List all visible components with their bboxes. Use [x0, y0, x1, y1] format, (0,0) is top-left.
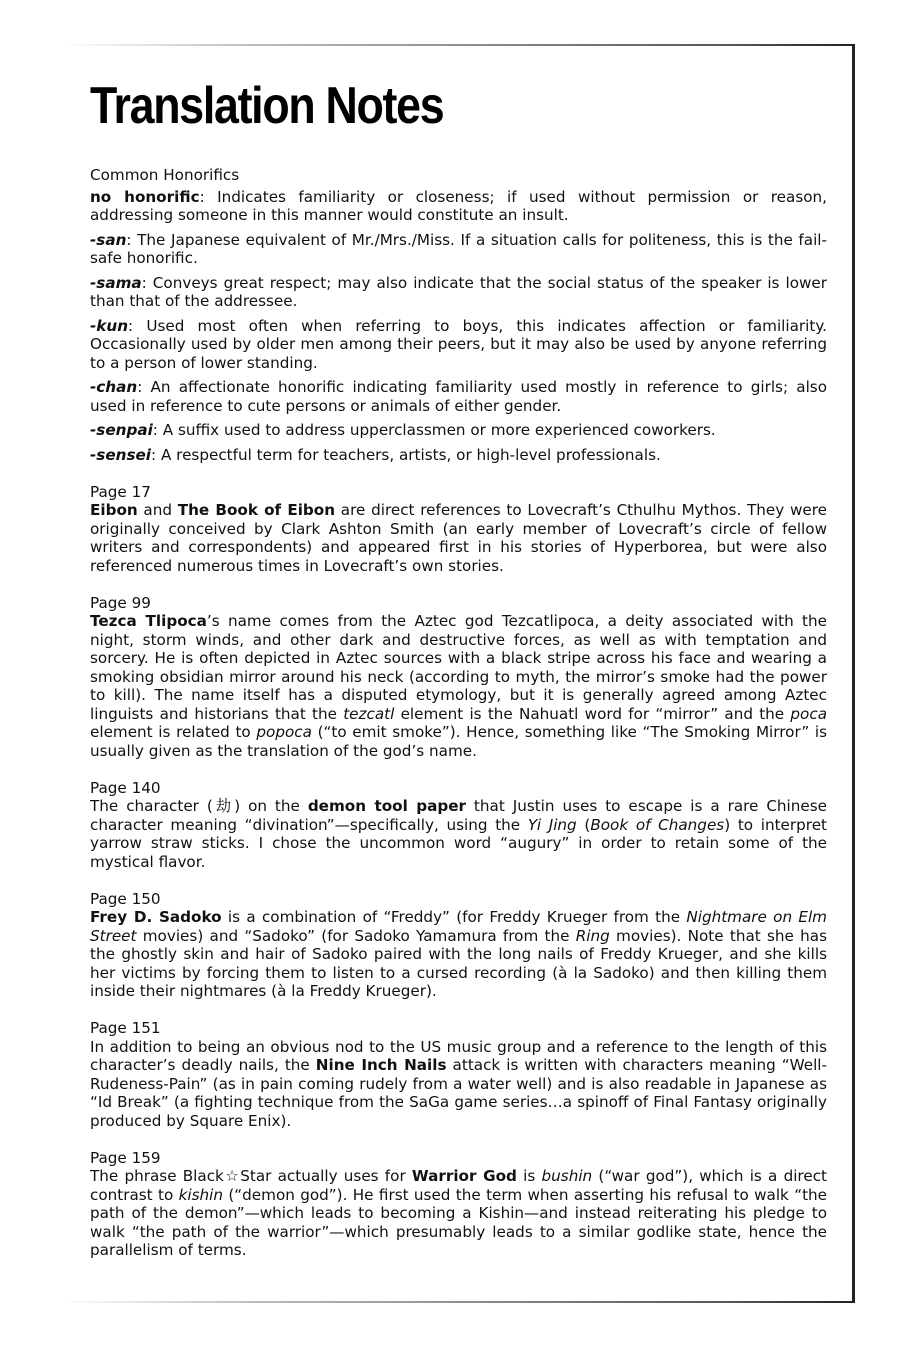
honorific-entry	[90, 231, 827, 268]
honorific-term: -sensei	[90, 445, 152, 464]
page-note	[90, 890, 827, 1001]
honorific-definition: : The Japanese equivalent of Mr./Mrs./Miss. If a situation calls for politeness, this is the fail-safe honorific.	[90, 230, 827, 267]
honorific-definition: : An affectionate honorific indicating familiarity used mostly in reference to girls; also used in reference to cute persons or animals of either gender.	[90, 378, 827, 415]
honorific-term: -sama	[90, 273, 142, 292]
page-note	[90, 1019, 827, 1130]
italic-term: Nightmare on Elm Street	[90, 908, 827, 945]
honorifics-list	[90, 188, 827, 465]
note-fragment: (	[576, 815, 591, 834]
page-note	[90, 594, 827, 761]
note-fragment: element is related to	[90, 723, 257, 741]
note-fragment: is a combination of “Freddy” (for Freddy Krueger from the	[221, 908, 687, 926]
note-fragment: In addition to being an obvious nod to the US music group and a reference to the length of this character’s deadly nails, the	[90, 1037, 827, 1074]
page-number-label: Page 151	[90, 1019, 161, 1037]
note-text	[90, 797, 827, 871]
page-number-label: Page 150	[90, 889, 161, 908]
note-fragment: (“to emit smoke”). Hence, something like “The Smoking Mirror” is usually given as the translation of the god’s name.	[90, 723, 827, 760]
translation-notes-content	[90, 77, 828, 1278]
italic-term: bushin	[541, 1167, 593, 1185]
honorific-definition: : Used most often when referring to boys, this indicates affection or familiarity. Occasionally used by older men among their peers, but it may also be used by anyone referring to a person of lower standing.	[90, 316, 827, 372]
bold-term: demon tool paper	[307, 797, 466, 815]
note-text	[90, 908, 827, 1001]
page-number-label: Page 140	[90, 778, 161, 797]
honorific-definition: : Conveys great respect; may also indicate that the social status of the speaker is lower than that of the addressee.	[90, 273, 827, 310]
note-text	[90, 1038, 827, 1131]
note-fragment: ’s name comes from the Aztec god Tezcatlipoca, a deity associated with the night, storm winds, and other dark and destructive forces, as well as with temptation and sorcery. He is often depicted in Aztec sources with a black stripe across his face and wearing a smoking obsidian mirror around his neck (according to myth, the mirror’s smoke had the power to kill). The name itself has a disputed etymology, but it is generally agreed among Aztec linguists and historians that the	[90, 612, 827, 723]
note-text	[90, 1167, 827, 1260]
page-note	[90, 483, 827, 576]
note-fragment: The phrase Black☆Star actually uses for	[90, 1167, 412, 1185]
honorific-entry	[90, 274, 827, 311]
note-fragment: ) to interpret yarrow straw sticks. I chose the uncommon word “augury” in order to retain some of the mystical flavor.	[90, 815, 827, 871]
italic-term: popoca	[256, 723, 312, 741]
page-note	[90, 779, 827, 872]
honorific-definition: : Indicates familiarity or closeness; if used without permission or reason, addressing someone in this manner would constitute an insult.	[90, 187, 827, 224]
frame-top-rule	[60, 44, 855, 46]
honorific-term: -san	[90, 230, 127, 249]
note-fragment: (“war god”), which is a direct contrast to	[90, 1167, 827, 1204]
page-notes-list	[90, 483, 827, 1260]
honorific-definition: : A suffix used to address upperclassmen or more experienced coworkers.	[152, 421, 716, 439]
italic-term: poca	[790, 704, 827, 723]
italic-term: Yi Jing	[527, 815, 577, 834]
note-text	[90, 501, 827, 575]
italic-term: tezcatl	[343, 704, 395, 723]
honorific-entry	[90, 378, 827, 415]
note-fragment: is	[516, 1167, 542, 1185]
italic-term: Book of Changes	[590, 815, 725, 834]
honorific-term: no honorific	[90, 187, 200, 206]
page-number-label: Page 17	[90, 482, 151, 501]
page-title: Translation Notes	[90, 77, 444, 135]
note-fragment: that Justin uses to escape is a rare Chinese character meaning “divination”—specifically, using the	[90, 797, 827, 834]
bold-term: Nine Inch Nails	[315, 1056, 447, 1074]
honorific-entry	[90, 421, 827, 440]
bold-term: Warrior God	[411, 1167, 517, 1185]
bold-term: The Book of Eibon	[177, 501, 336, 519]
bold-term: Eibon	[90, 501, 138, 519]
bold-term: Frey D. Sadoko	[90, 908, 222, 926]
note-fragment: element is the Nahuatl word for “mirror” and the	[394, 704, 791, 723]
honorific-term: -senpai	[90, 421, 153, 439]
note-fragment: The character (劫) on the	[90, 797, 308, 815]
frame-bottom-rule	[60, 1301, 855, 1303]
italic-term: kishin	[178, 1185, 224, 1204]
note-fragment: movies). Note that she has the ghostly skin and hair of Sadoko paired with the long nails of Freddy Krueger, and she kills her victims by forcing them to listen to a cursed recording (à la Sadoko) and then killing them inside their nightmares (à la Freddy Krueger).	[90, 926, 827, 1000]
honorifics-section	[90, 166, 827, 464]
bold-term: Tezca Tlipoca	[90, 612, 207, 630]
note-fragment: and	[137, 501, 178, 519]
page-note	[90, 1149, 827, 1260]
page-number-label: Page 99	[90, 593, 151, 612]
note-text	[90, 612, 827, 760]
honorific-term: -kun	[90, 316, 129, 335]
honorific-entry	[90, 188, 827, 225]
honorifics-heading: Common Honorifics	[90, 166, 240, 184]
honorific-entry	[90, 317, 827, 373]
honorific-term: -chan	[90, 378, 138, 396]
honorific-entry	[90, 446, 827, 465]
honorific-definition: : A respectful term for teachers, artists, or high-level professionals.	[151, 445, 661, 464]
note-fragment: (“demon god”). He first used the term when asserting his refusal to walk “the path of the demon”—which leads to becoming a Kishin—and instead reiterating his pledge to walk “the path of the warrior”—which presumably leads to a similar godlike state, hence the parallelism of terms.	[90, 1185, 827, 1259]
page-number-label: Page 159	[90, 1148, 161, 1167]
note-fragment: movies) and “Sadoko” (for Sadoko Yamamura from the	[136, 926, 576, 945]
note-fragment: are direct references to Lovecraft’s Cthulhu Mythos. They were originally conceived by Clark Ashton Smith (an early member of Lovecraft’s circle of fellow writers and correspondents) and appeared first in his stories of Hyperborea, but were also referenced numerous times in Lovecraft’s own stories.	[90, 501, 827, 575]
frame-right-rule	[852, 44, 855, 1303]
note-fragment: attack is written with characters meaning “Well-Rudeness-Pain” (as in pain coming rudely from a water well) and is also readable in Japanese as “Id Break” (a fighting technique from the SaGa game series…a spinoff of Final Fantasy originally produced by Square Enix).	[90, 1056, 828, 1130]
italic-term: Ring	[575, 926, 610, 945]
